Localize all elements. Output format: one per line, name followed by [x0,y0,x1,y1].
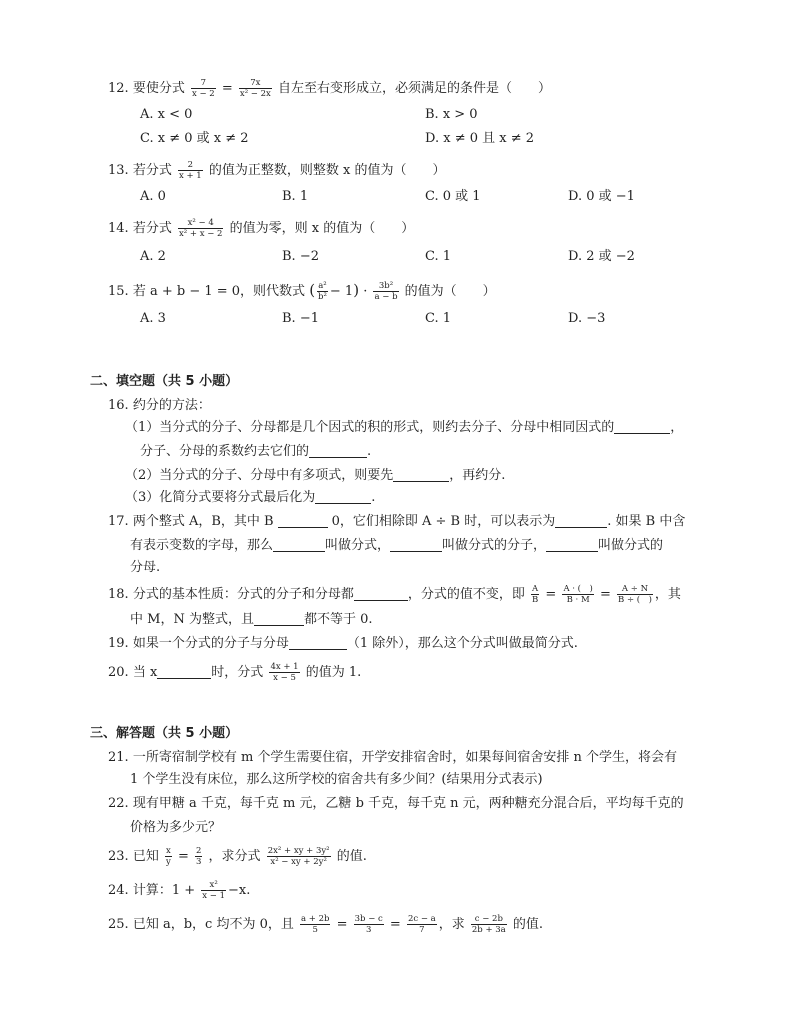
option-b: B. x > 0 [425,107,478,122]
question-16-line-1 [125,418,683,438]
question-text: 已知 [132,849,159,864]
question-number: 25. [108,917,129,932]
answer-blank [278,513,328,528]
numerator: c − 2b [471,914,507,925]
question-text: ，求 [438,917,465,932]
fraction [239,78,272,99]
option-d: D. 0 或 −1 [568,189,635,204]
question-text: 的值为正整数，则整数 x 的值为（ ） [208,163,446,178]
question-21 [108,748,677,768]
option-b: B. −2 [282,249,319,264]
answer-blank [354,586,408,601]
question-text: 一所寄宿制学校有 m 个学生需要住宿，开学安排宿舍时，如果每间宿舍安排 n 个学生，将会有 [132,750,678,765]
question-number: 14. [108,221,129,236]
denominator: 7 [419,925,425,935]
numerator: A · ( ) [563,584,593,594]
fraction [471,914,507,935]
punctuation: ， [670,420,684,435]
fraction [354,914,384,935]
question-text: . 如果 B 中含 [607,514,686,529]
question-22-line-2: 价格为多少元？ [130,820,222,835]
numerator: x [165,846,171,856]
question-number: 13. [108,163,129,178]
option-c: C. 1 [425,311,452,326]
question-17-line-2 [130,536,663,556]
denominator: y [165,857,171,867]
denominator: x + 1 [178,171,202,181]
question-text: 时，分式 [211,665,264,680]
fraction [300,914,330,935]
fraction [317,281,328,302]
question-text: 分子、分母的系数约去它们的 [140,444,310,459]
equals-sign: = [177,849,189,864]
fraction [201,880,226,901]
fraction [407,914,437,935]
question-text: （1 除外），那么这个分式叫做最简分式. [346,636,578,651]
denominator: x − 5 [273,673,296,683]
answer-blank [393,467,449,482]
denominator: x² − 2x [239,89,271,99]
denominator: B [532,595,539,605]
option-b: B. 1 [282,189,309,204]
question-number: 12. [108,81,129,96]
question-19 [108,634,578,654]
option-d: D. x ≠ 0 且 x ≠ 2 [425,131,535,146]
question-15 [108,280,496,302]
numerator: 2x² + xy + 3y² [267,846,330,856]
question-text: 有表示变数的字母，那么 [130,538,274,553]
question-text: 0，它们相除即 A ÷ B 时，可以表示为 [331,514,556,529]
denominator: 3 [366,925,372,935]
question-text: 叫做分式， [325,538,391,553]
equals-sign: = [389,917,401,932]
fraction [178,160,203,181]
question-text: 的值为（ ） [404,284,496,299]
question-16-line-4 [125,488,375,508]
section-heading: 二、填空题（共 5 小题） [90,374,239,389]
numerator: 2 [178,160,203,171]
question-17 [108,512,685,532]
answer-blank [555,513,607,528]
question-text: −x. [228,883,251,898]
numerator: a + 2b [301,914,330,924]
question-number: 19. [108,636,129,651]
answer-blank [390,537,442,552]
option-a: A. 2 [140,249,166,264]
fraction [191,78,216,99]
fraction [178,218,223,239]
denominator: x − 1 [202,891,225,901]
question-23 [108,846,367,867]
denominator: 2b + 3a [471,925,506,935]
fraction [195,846,202,867]
numerator: 3b − c [354,914,383,924]
equals-sign: = [545,587,557,602]
question-20 [108,662,361,683]
numerator: x² [201,880,226,891]
punctuation: . [367,444,372,459]
denominator: B ÷ ( ) [618,595,652,605]
denominator: 3 [195,857,202,867]
section-heading: 三、解答题（共 5 小题） [90,726,239,741]
question-text: （1）当分式的分子、分母都是几个因式的积的形式，则约去分子、分母中相同因式的 [125,420,615,435]
question-text: 分式的基本性质：分式的分子和分母都 [132,587,354,602]
question-text: 叫做分式的 [598,538,664,553]
question-text: 要使分式 [132,81,185,96]
numerator: 2c − a [407,914,436,924]
question-text: ，再约分. [449,468,506,483]
equals-sign: = [336,917,348,932]
question-number: 18. [108,587,129,602]
answer-blank [315,489,371,504]
question-text: 都不等于 0. [303,612,373,627]
answer-blank [157,664,211,679]
question-25 [108,914,543,935]
answer-blank [289,635,347,650]
option-d: D. −3 [568,311,606,326]
denominator: x − 2 [191,89,215,99]
left-paren: ( [309,281,316,299]
question-16 [108,396,211,416]
question-number: 24. [108,883,129,898]
question-16-line-2 [140,442,371,462]
question-text: ，求分式 [208,849,261,864]
equals-sign: = [599,587,611,602]
question-14 [108,218,414,239]
numerator: 7 [191,78,216,89]
option-a: A. x < 0 [140,107,193,122]
question-text: ，分式的值不变，即 [407,587,525,602]
numerator: A [532,584,539,594]
punctuation: . [371,490,376,505]
fraction [531,584,539,605]
numerator: 3b² [373,281,398,292]
fraction [373,281,398,302]
answer-blank [273,537,325,552]
question-16-line-3 [125,466,505,486]
option-b: B. −1 [282,311,319,326]
question-number: 16. [108,398,129,413]
question-text: 若分式 [132,221,172,236]
denominator: x² + x − 2 [178,229,223,239]
question-21-line-2: 1 个学生没有床位，那么这所学校的宿舍共有多少间？(结果用分式表示) [130,772,543,787]
question-number: 22. [108,796,129,811]
option-a: A. 3 [140,311,166,326]
numerator: 4x + 1 [270,662,299,672]
fraction [617,584,653,605]
question-text: 自左至右变形成立，必须满足的条件是（ ） [277,81,551,96]
question-17-line-3: 分母. [130,560,161,575]
question-text: 中 M，N 为整式，且 [130,612,254,627]
multiply-dot: · [363,284,368,299]
numerator: 2 [195,846,202,856]
fraction [269,662,299,683]
denominator: x² − xy + 2y² [270,857,327,867]
fraction [165,846,172,867]
question-number: 21. [108,750,129,765]
question-text: 的值为零，则 x 的值为（ ） [229,221,415,236]
denominator: B · M [566,595,590,605]
question-13 [108,160,445,181]
question-text: （2）当分式的分子、分母中有多项式，则要先 [125,468,394,483]
denominator: 5 [312,925,318,935]
question-24 [108,880,250,901]
denominator: b² [318,292,327,302]
question-text: 的值. [336,849,367,864]
expression: − 1 [329,284,354,299]
equals-sign: = [221,81,233,96]
answer-blank [254,611,304,626]
option-a: A. 0 [140,189,166,204]
question-text: 现有甲糖 a 千克，每千克 m 元，乙糖 b 千克，每千克 n 元，两种糖充分混合后，平均每千克的 [132,796,684,811]
option-c: C. 0 或 1 [425,189,481,204]
question-text: ，其 [654,587,681,602]
question-number: 20. [108,665,129,680]
question-text: （3）化简分式要将分式最后化为 [125,490,316,505]
question-18 [108,584,681,605]
question-text: 的值为 1. [305,665,362,680]
question-18-line-2 [130,610,373,630]
denominator: a − b [374,292,398,302]
fraction [267,846,331,867]
question-text: 已知 a，b，c 均不为 0，且 [132,917,294,932]
fraction [562,584,593,605]
question-text: 的值. [512,917,544,932]
numerator: 7x [239,78,272,89]
question-text: 若 a + b − 1 = 0，则代数式 [132,284,306,299]
answer-blank [614,419,670,434]
question-text: 叫做分式的分子， [442,538,547,553]
option-c: C. x ≠ 0 或 x ≠ 2 [140,131,249,146]
question-text: 约分的方法： [132,398,211,413]
question-12 [108,78,551,99]
right-paren: ) [353,281,360,299]
question-number: 17. [108,514,129,529]
question-22 [108,794,684,814]
question-number: 15. [108,284,129,299]
numerator: a² [318,281,327,291]
option-d: D. 2 或 −2 [568,249,635,264]
question-text: 当 x [132,665,158,680]
numerator: x² − 4 [178,218,223,229]
question-text: 若分式 [132,163,172,178]
option-c: C. 1 [425,249,452,264]
numerator: A ÷ N [617,584,653,595]
answer-blank [546,537,598,552]
question-text: 计算：1 + [132,883,196,898]
question-number: 23. [108,849,129,864]
answer-blank [309,443,367,458]
question-text: 如果一个分式的分子与分母 [132,636,289,651]
question-text: 两个整式 A，B，其中 B [132,514,274,529]
